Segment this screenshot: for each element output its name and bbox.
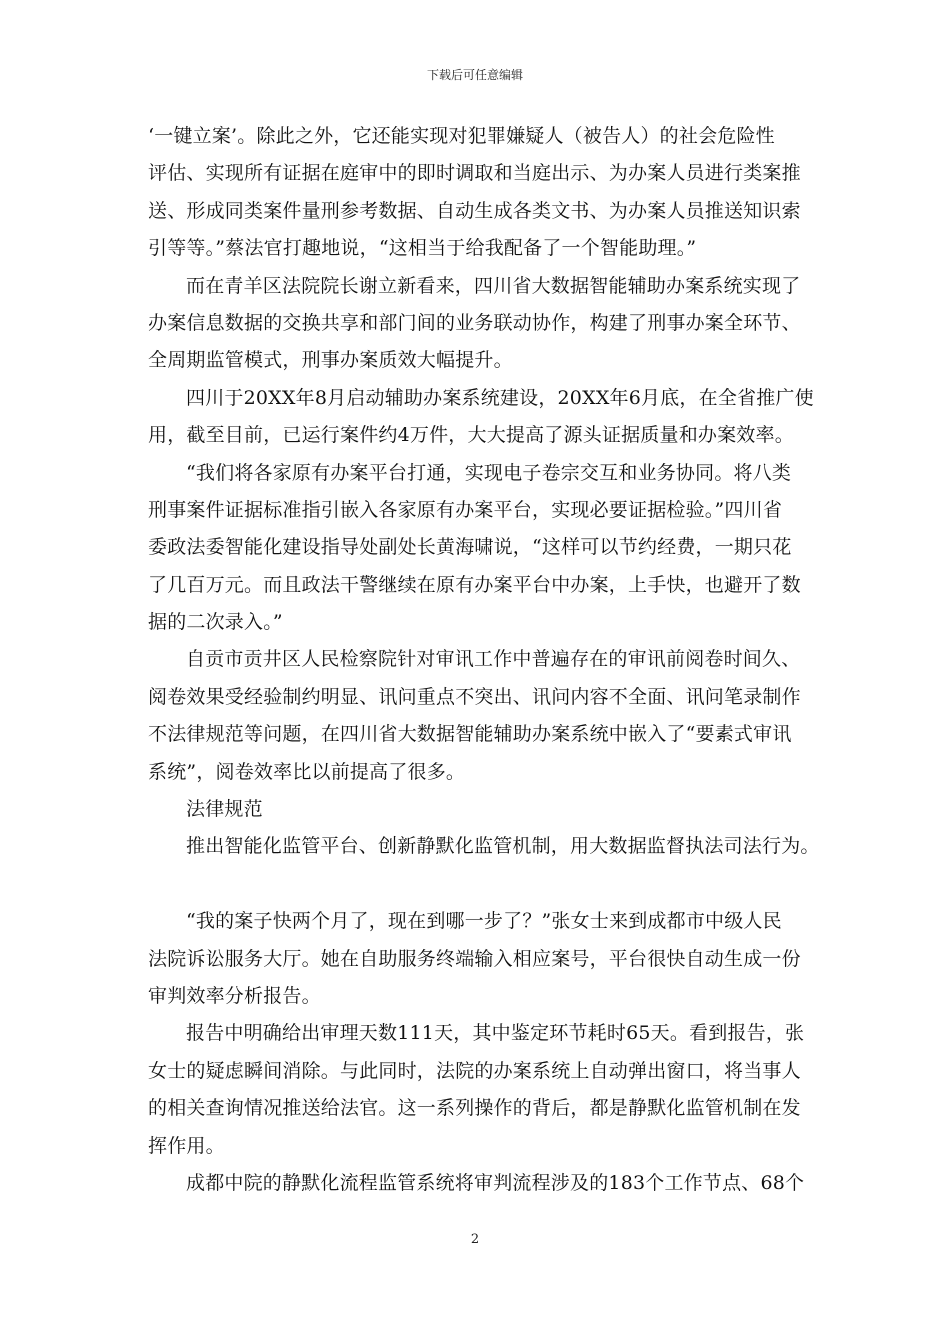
text-line: 四川于20XX年8月启动辅助办案系统建设，20XX年6月底，在全省推广使	[186, 386, 814, 409]
text-line: “我们将各家原有办案平台打通，实现电子卷宗交互和业务协同。将八类	[186, 461, 792, 484]
text-line: 推出智能化监管平台、创新静默化监管机制，用大数据监督执法司法行为。	[186, 835, 820, 858]
text-line: 挥作用。	[148, 1134, 225, 1157]
text-line: ‘一键立案’。除此之外，它还能实现对犯罪嫌疑人（被告人）的社会危险性	[148, 125, 775, 147]
text-line: 报告中明确给出审理天数111天，其中鉴定环节耗时65天。看到报告，张	[186, 1022, 805, 1045]
text-line: 女士的疑虑瞬间消除。与此同时，法院的办案系统上自动弹出窗口，将当事人	[148, 1059, 801, 1082]
text-line: 成都中院的静默化流程监管系统将审判流程涉及的183个工作节点、68个	[186, 1171, 805, 1194]
text-line: 的相关查询情况推送给法官。这一系列操作的背后，都是静默化监管机制在发	[148, 1097, 801, 1120]
text-line: 而在青羊区法院院长谢立新看来，四川省大数据智能辅助办案系统实现了	[186, 274, 801, 297]
text-line: 全周期监管模式，刑事办案质效大幅提升。	[148, 349, 513, 372]
page-header: 下载后可任意编辑	[426, 68, 523, 82]
text-line: 送、形成同类案件量刑参考数据、自动生成各类文书、为办案人员推送知识索	[148, 199, 801, 222]
text-line: 阅卷效果受经验制约明显、讯问重点不突出、讯问内容不全面、讯问笔录制作	[148, 685, 801, 708]
text-line: 审判效率分析报告。	[148, 984, 321, 1007]
document-body	[148, 118, 828, 1202]
blank-line	[148, 866, 828, 903]
text-line: 办案信息数据的交换共享和部门间的业务联动协作，构建了刑事办案全环节、	[148, 311, 801, 334]
text-line: 法律规范	[186, 798, 263, 821]
text-line: 刑事案件证据标准指引嵌入各家原有办案平台，实现必要证据检验。”四川省	[148, 498, 783, 521]
text-line: 委政法委智能化建设指导处副处长黄海啸说，“这样可以节约经费，一期只花	[148, 536, 792, 559]
text-line: 据的二次录入。”	[148, 611, 283, 634]
text-line: 了几百万元。而且政法干警继续在原有办案平台中办案，上手快，也避开了数	[148, 573, 801, 596]
text-line: 法院诉讼服务大厅。她在自助服务终端输入相应案号，平台很快自动生成一份	[148, 947, 801, 970]
text-line: 引等等。”蔡法官打趣地说，“这相当于给我配备了一个智能助理。”	[148, 237, 697, 260]
text-line: 评估、实现所有证据在庭审中的即时调取和当庭出示、为办案人员进行类案推	[148, 162, 801, 185]
text-line: 用，截至目前，已运行案件约4万件，大大提高了源头证据质量和办案效率。	[148, 424, 794, 447]
text-line: 系统”，阅卷效率比以前提高了很多。	[148, 760, 466, 783]
text-line: 不法律规范等问题，在四川省大数据智能辅助办案系统中嵌入了“要素式审讯	[148, 723, 792, 746]
page-number: 2	[470, 1232, 480, 1247]
text-line: “我的案子快两个月了，现在到哪一步了？”张女士来到成都市中级人民	[186, 910, 782, 933]
text-line: 自贡市贡井区人民检察院针对审讯工作中普遍存在的审讯前阅卷时间久、	[186, 648, 801, 671]
